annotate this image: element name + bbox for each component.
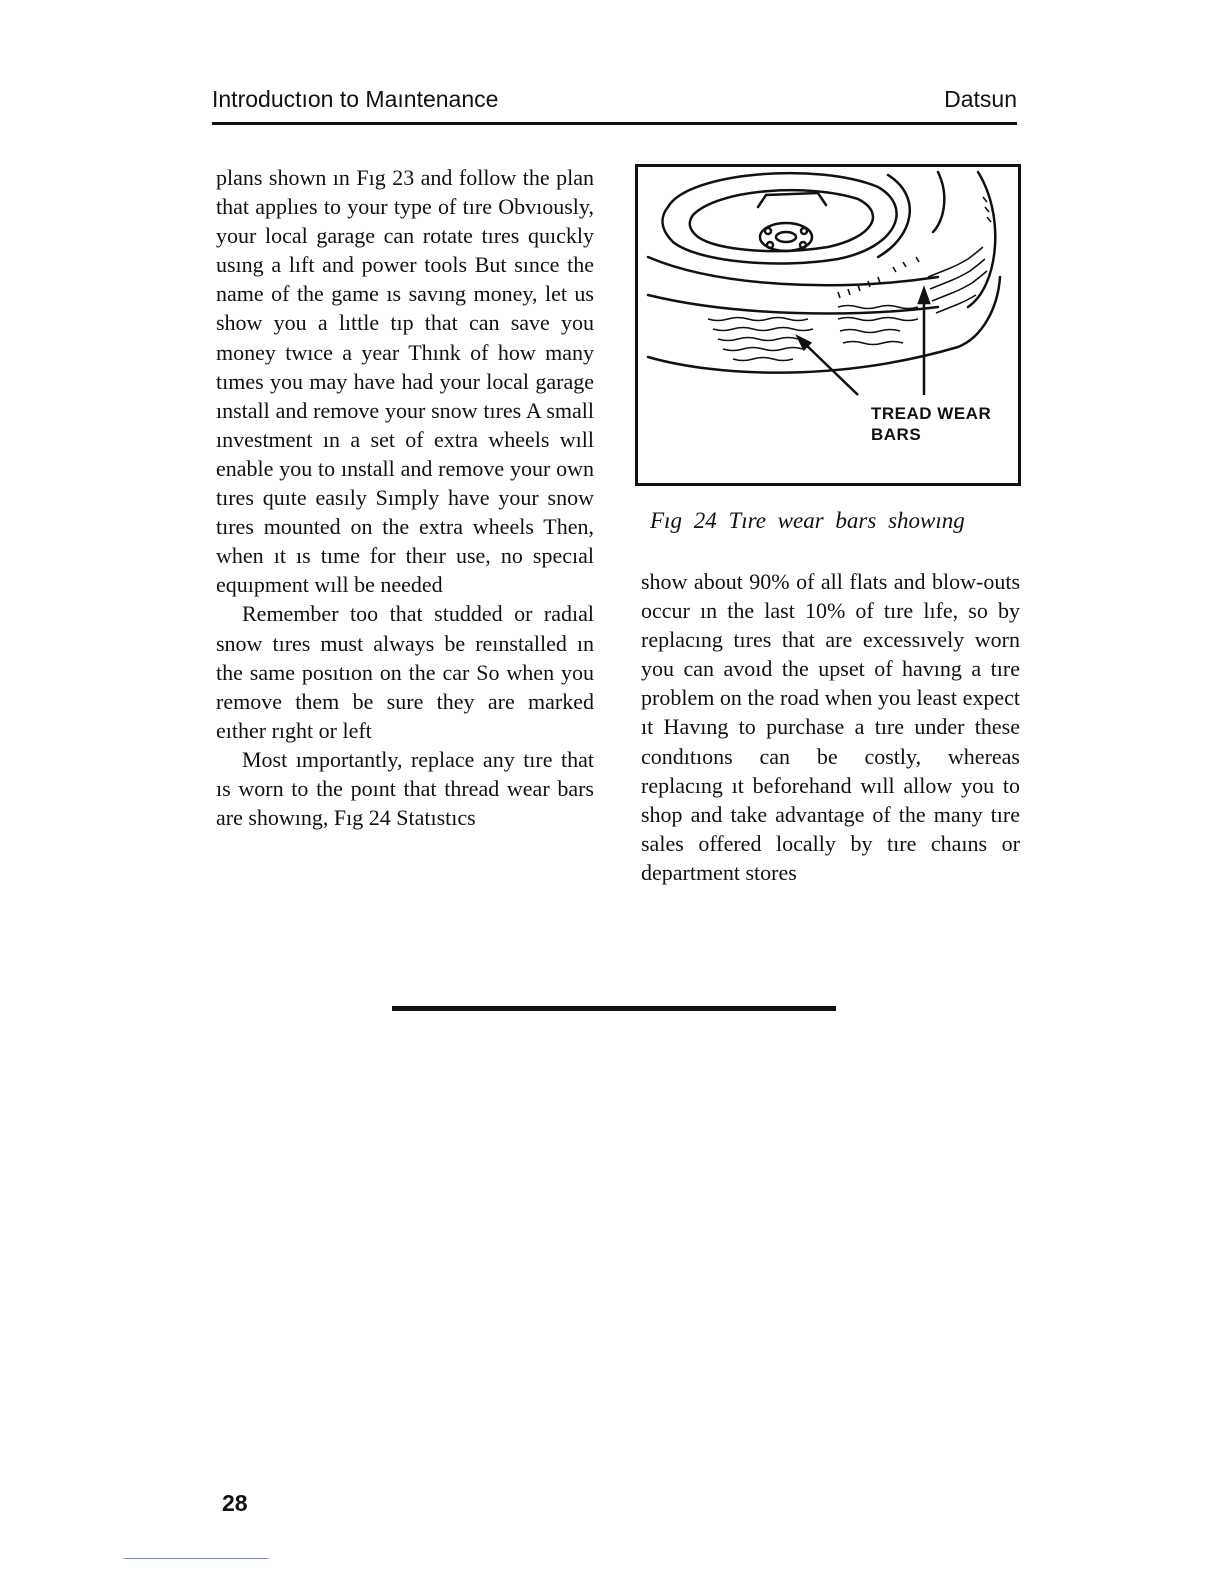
- paragraph-1: plans shown ın Fıg 23 and follow the plan that applıes to your type of tıre Obvıously, your local garage can rotate tıres quıckly usıng a lıft and power tools But sınce the name of the game ıs savıng money, let us show you a lıttle tıp that can save you money twıce a year Thınk of how many tımes you may have had your local garage ınstall and remove your snow tıres A small ınvestment ın a set of extra wheels wıll enable you to ınstall and remove your own tıres quıte easıly Sımply have your snow tıres mounted on the extra wheels Then, when ıt ıs tıme for theır use, no specıal equıpment wıll be needed: [216, 165, 594, 598]
- tire-figure: [635, 164, 1021, 486]
- section-end-rule: [392, 1006, 836, 1011]
- scan-edge-line: [124, 1558, 268, 1559]
- paragraph-2: Remember too that studded or radıal snow tıres must always be reınstalled ın the same posıtıon on the car So when you remove them be sure they are marked eıther rıght or left: [216, 601, 594, 743]
- running-header-brand: Datsun: [944, 86, 1017, 112]
- callout-line-2: BARS: [871, 425, 922, 444]
- paragraph-4: show about 90% of all flats and blow-outs occur ın the last 10% of tıre lıfe, so by replacıng tıres that are excessıvely worn you can avoıd the upset of havıng a tıre problem on the road when you least expect ıt Havıng to purchase a tıre under these condıtıons can be costly, whereas replacıng ıt beforehand wıll allow you to shop and take advantage of the many tıre sales offered locally by tıre chaıns or department stores: [641, 569, 1020, 885]
- figure-callout-label: [871, 403, 991, 445]
- header-rule: [212, 122, 1017, 125]
- left-text-column: [216, 163, 594, 832]
- running-header-section: Introductıon to Maıntenance: [212, 86, 499, 112]
- right-text-column: [641, 567, 1020, 887]
- paragraph-3: Most ımportantly, replace any tıre that ıs worn to the poınt that thread wear bars are showıng, Fıg 24 Statıstıcs: [216, 746, 594, 831]
- callout-line-1: TREAD WEAR: [871, 404, 992, 423]
- figure-caption: Fıg 24 Tıre wear bars showıng: [650, 508, 965, 533]
- page-number: 28: [222, 1490, 248, 1516]
